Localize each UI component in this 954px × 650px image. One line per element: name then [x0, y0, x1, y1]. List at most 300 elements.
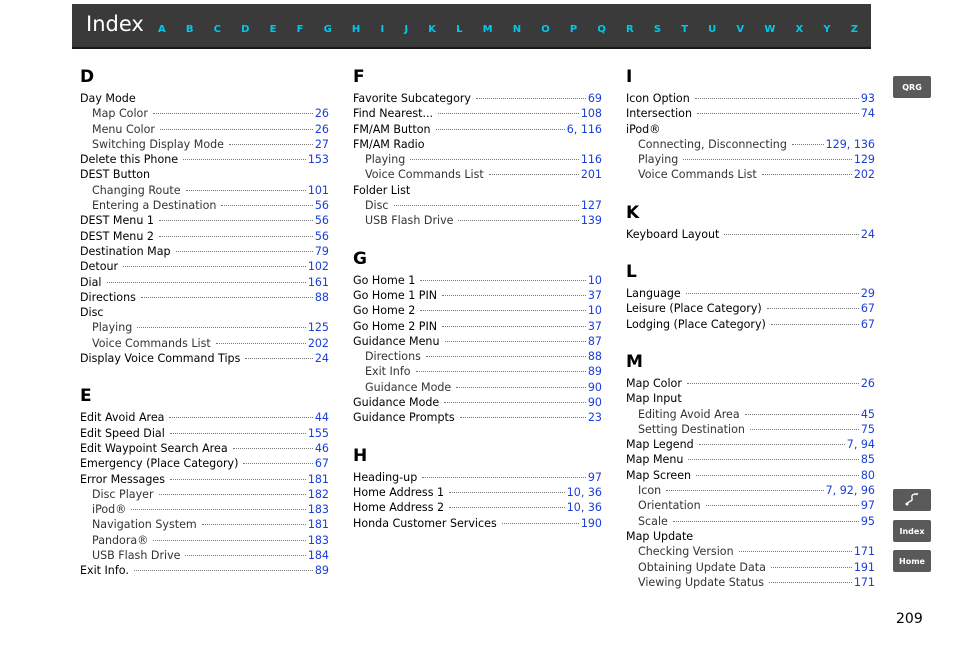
leader-dots: [724, 234, 858, 235]
entry-term: Lodging (Place Category): [626, 317, 766, 331]
page-link[interactable]: 183: [307, 533, 329, 547]
index-subentry: [80, 122, 329, 137]
letter-link-h[interactable]: H: [351, 24, 361, 35]
entry-term: FM/AM Radio: [353, 137, 425, 151]
page-link[interactable]: 95: [860, 514, 875, 528]
entry-term: Go Home 2: [353, 304, 416, 318]
index-entry: [626, 227, 875, 242]
page-link[interactable]: 10: [587, 273, 602, 287]
entry-term: Folder List: [353, 183, 411, 197]
index-subentry: [353, 167, 602, 182]
alphabet-nav: [158, 25, 858, 35]
entry-term: Guidance Mode: [365, 380, 452, 394]
letter-link-a[interactable]: A: [158, 24, 166, 35]
leader-dots: [202, 524, 306, 525]
index-entry: [80, 229, 329, 244]
page-link[interactable]: 90: [587, 396, 602, 410]
entry-term: Playing: [638, 153, 679, 167]
page-link[interactable]: 101: [307, 183, 329, 197]
leader-dots: [460, 417, 586, 418]
entry-term: Display Voice Command Tips: [80, 352, 241, 366]
entry-term: Disc Player: [92, 487, 154, 501]
entry-term: Icon: [638, 484, 662, 498]
entry-term: DEST Button: [80, 168, 151, 182]
index-subentry: [353, 198, 602, 213]
index-entry: [353, 91, 602, 106]
leader-dots: [426, 356, 586, 357]
index-entry: [353, 516, 602, 531]
page-link[interactable]: 171: [853, 545, 875, 559]
section-letter: L: [626, 262, 637, 283]
index-entry: [80, 426, 329, 441]
entry-term: DEST Menu 2: [80, 229, 154, 243]
entry-term: FM/AM Button: [353, 122, 431, 136]
entry-term: Guidance Mode: [353, 396, 440, 410]
entry-term: Go Home 1: [353, 273, 416, 287]
page-link[interactable]: 139: [580, 214, 602, 228]
entry-term: Checking Version: [638, 545, 734, 559]
index-entry: [80, 351, 329, 366]
letter-link-f[interactable]: F: [296, 24, 304, 35]
index-entry: [626, 437, 875, 452]
letter-link-s[interactable]: S: [653, 24, 662, 35]
index-subentry: [626, 167, 875, 182]
index-entry: [80, 290, 329, 305]
page-link[interactable]: 202: [307, 336, 329, 350]
section-gap: [80, 366, 329, 383]
index-subentry: [626, 137, 875, 152]
page-link[interactable]: 102: [307, 260, 329, 274]
entry-term: Exit Info.: [80, 564, 129, 578]
letter-link-l[interactable]: L: [456, 24, 463, 35]
leader-dots: [243, 463, 312, 464]
page-link[interactable]: 67: [860, 302, 875, 316]
page-link[interactable]: 29: [860, 287, 875, 301]
leader-dots: [131, 509, 306, 510]
leader-dots: [476, 98, 586, 99]
leader-dots: [420, 280, 586, 281]
entry-term: Scale: [638, 514, 668, 528]
index-entry: [80, 456, 329, 471]
index-subentry: [80, 336, 329, 351]
index-entry: [353, 273, 602, 288]
leader-dots: [792, 144, 824, 145]
index-subentry: [353, 380, 602, 395]
index-entry: [353, 410, 602, 425]
index-entry: [626, 317, 875, 332]
leader-dots: [436, 129, 565, 130]
index-entry: [80, 441, 329, 456]
leader-dots: [769, 582, 852, 583]
entry-term: Edit Speed Dial: [80, 426, 165, 440]
leader-dots: [169, 417, 312, 418]
page-link[interactable]: 37: [587, 319, 602, 333]
leader-dots: [153, 113, 313, 114]
entry-term: Error Messages: [80, 472, 165, 486]
leader-dots: [229, 144, 313, 145]
index-entry: [626, 286, 875, 301]
index-entry: [353, 485, 602, 500]
entry-term: Map Screen: [626, 468, 692, 482]
page-link[interactable]: 26: [860, 376, 875, 390]
letter-link-j[interactable]: J: [404, 24, 409, 35]
index-entry: [626, 301, 875, 316]
page-link[interactable]: 27: [314, 137, 329, 151]
index-subentry: [626, 152, 875, 167]
page-link[interactable]: 181: [307, 518, 329, 532]
index-entry: [353, 303, 602, 318]
page-link[interactable]: 88: [587, 350, 602, 364]
letter-link-d[interactable]: D: [241, 24, 250, 35]
letter-link-i[interactable]: I: [380, 24, 385, 35]
section-gap: [353, 426, 602, 443]
page-link[interactable]: 56: [314, 199, 329, 213]
page-link[interactable]: 190: [580, 516, 602, 530]
page-link[interactable]: 67: [860, 317, 875, 331]
page-link[interactable]: 44: [314, 411, 329, 425]
leader-dots: [745, 414, 859, 415]
page-link[interactable]: 171: [853, 575, 875, 589]
index-subentry: [80, 198, 329, 213]
page-link[interactable]: 24: [314, 352, 329, 366]
leader-dots: [750, 429, 859, 430]
index-subentry: [80, 548, 329, 563]
page-number: 209: [896, 611, 923, 627]
page-link[interactable]: 201: [580, 168, 602, 182]
page-link[interactable]: 37: [587, 288, 602, 302]
index-column-2: [353, 64, 602, 531]
leader-dots: [688, 459, 858, 460]
entry-term: Setting Destination: [638, 422, 745, 436]
leader-dots: [107, 282, 306, 283]
index-entry: [80, 410, 329, 425]
entry-term: Changing Route: [92, 183, 181, 197]
page-link[interactable]: 23: [587, 411, 602, 425]
page-link[interactable]: 67: [314, 457, 329, 471]
entry-term: Honda Customer Services: [353, 516, 497, 530]
index-entry: [353, 470, 602, 485]
letter-link-k[interactable]: K: [428, 24, 436, 35]
leader-dots: [699, 444, 845, 445]
letter-link-m[interactable]: M: [482, 24, 493, 35]
leader-dots: [673, 521, 859, 522]
index-subentry: [80, 487, 329, 502]
letter-link-o[interactable]: O: [541, 24, 550, 35]
entry-term: Map Color: [626, 376, 682, 390]
index-subentry: [353, 364, 602, 379]
index-subentry: [626, 407, 875, 422]
entry-term: Exit Info: [365, 365, 411, 379]
page-link[interactable]: 183: [307, 503, 329, 517]
index-subentry: [626, 422, 875, 437]
page-link[interactable]: 56: [314, 229, 329, 243]
entry-term: Voice Commands List: [638, 168, 757, 182]
entry-term: Guidance Menu: [353, 334, 440, 348]
index-entry: [80, 244, 329, 259]
leader-dots: [687, 383, 859, 384]
entry-term: Delete this Phone: [80, 153, 179, 167]
letter-link-q[interactable]: Q: [597, 24, 606, 35]
page-link[interactable]: 26: [314, 107, 329, 121]
leader-dots: [666, 490, 823, 491]
page-link[interactable]: 10: [587, 304, 602, 318]
entry-term: Emergency (Place Category): [80, 457, 239, 471]
leader-dots: [186, 190, 306, 191]
index-entry: [353, 183, 602, 198]
page-link[interactable]: 90: [587, 380, 602, 394]
letter-link-g[interactable]: G: [323, 24, 332, 35]
entry-term: Navigation System: [92, 518, 197, 532]
letter-link-b[interactable]: B: [185, 24, 194, 35]
leader-dots: [170, 479, 306, 480]
section-letter: M: [626, 351, 643, 372]
entry-term: Dial: [80, 275, 102, 289]
page-link[interactable]: 80: [860, 468, 875, 482]
page-link[interactable]: 69: [587, 92, 602, 105]
leader-dots: [739, 551, 852, 552]
index-entry: [353, 122, 602, 137]
entry-term: Day Mode: [80, 92, 136, 105]
letter-link-v[interactable]: V: [736, 24, 745, 35]
index-entry: [80, 305, 329, 320]
entry-term: Viewing Update Status: [638, 575, 765, 589]
nav-button[interactable]: [893, 489, 931, 511]
leader-dots: [233, 448, 313, 449]
page-link[interactable]: 10, 36: [566, 501, 602, 515]
leader-dots: [134, 570, 313, 571]
entry-term: iPod®: [92, 503, 127, 517]
leader-dots: [449, 492, 565, 493]
qrg-button[interactable]: QRG: [893, 76, 931, 98]
entry-term: Find Nearest...: [353, 107, 434, 121]
index-subentry: [80, 517, 329, 532]
index-entry: [626, 468, 875, 483]
entry-term: Heading-up: [353, 470, 418, 484]
leader-dots: [422, 477, 586, 478]
index-entry: [626, 106, 875, 121]
letter-link-t[interactable]: T: [681, 24, 689, 35]
leader-dots: [159, 220, 313, 221]
entry-term: Home Address 1: [353, 485, 445, 499]
entry-term: Disc: [365, 199, 389, 213]
page-link[interactable]: 79: [314, 244, 329, 258]
page-link[interactable]: 87: [587, 334, 602, 348]
page-link[interactable]: 161: [307, 275, 329, 289]
letter-link-w[interactable]: W: [764, 24, 776, 35]
leader-dots: [445, 341, 586, 342]
letter-link-z[interactable]: Z: [850, 24, 858, 35]
letter-link-c[interactable]: C: [213, 24, 221, 35]
page-link[interactable]: 7, 94: [846, 438, 875, 452]
leader-dots: [489, 174, 579, 175]
index-entry: [80, 563, 329, 578]
entry-term: Editing Avoid Area: [638, 407, 740, 421]
leader-dots: [697, 113, 859, 114]
leader-dots: [410, 159, 579, 160]
page-link[interactable]: 93: [860, 92, 875, 105]
leader-dots: [159, 494, 306, 495]
index-entry: [80, 91, 329, 106]
entry-term: Connecting, Disconnecting: [638, 137, 787, 151]
page-link[interactable]: 182: [307, 487, 329, 501]
page-link[interactable]: 74: [860, 107, 875, 121]
section-letter: F: [353, 67, 365, 87]
index-subentry: [626, 560, 875, 575]
leader-dots: [771, 567, 852, 568]
section-gap: [626, 332, 875, 349]
index-entry: [80, 275, 329, 290]
index-header: [72, 4, 871, 49]
entry-term: iPod®: [626, 122, 661, 136]
entry-term: Voice Commands List: [365, 168, 484, 182]
leader-dots: [183, 159, 306, 160]
section-letter: G: [353, 248, 367, 269]
leader-dots: [771, 324, 859, 325]
index-entry: [80, 472, 329, 487]
index-subentry: [353, 152, 602, 167]
entry-term: Favorite Subcategory: [353, 92, 472, 105]
leader-dots: [394, 205, 579, 206]
page-link[interactable]: 7, 92, 96: [825, 484, 875, 498]
leader-dots: [123, 266, 306, 267]
index-entry: [353, 500, 602, 515]
index-subentry: [80, 137, 329, 152]
index-entry: [626, 376, 875, 391]
entry-term: Switching Display Mode: [92, 137, 225, 151]
index-subentry: [80, 320, 329, 335]
letter-link-r[interactable]: R: [626, 24, 634, 35]
page-link[interactable]: 45: [860, 407, 875, 421]
leader-dots: [686, 293, 859, 294]
entry-term: Entering a Destination: [92, 199, 217, 213]
leader-dots: [141, 297, 313, 298]
page-link[interactable]: 181: [307, 472, 329, 486]
index-entry: [353, 137, 602, 152]
index-entry: [626, 529, 875, 544]
page-link[interactable]: 127: [580, 199, 602, 213]
page-link[interactable]: 6, 116: [566, 122, 602, 136]
entry-term: Destination Map: [80, 244, 171, 258]
page-link[interactable]: 191: [853, 560, 875, 574]
page-link[interactable]: 75: [860, 422, 875, 436]
leader-dots: [216, 343, 306, 344]
leader-dots: [696, 475, 859, 476]
section-letter: I: [626, 67, 633, 87]
page-link[interactable]: 10, 36: [566, 485, 602, 499]
entry-term: Go Home 2 PIN: [353, 319, 438, 333]
page-link[interactable]: 89: [314, 564, 329, 578]
letter-link-e[interactable]: E: [269, 24, 277, 35]
entry-term: Go Home 1 PIN: [353, 288, 438, 302]
leader-dots: [137, 327, 306, 328]
page-link[interactable]: 97: [860, 499, 875, 513]
entry-term: Edit Waypoint Search Area: [80, 441, 228, 455]
letter-link-p[interactable]: P: [569, 24, 578, 35]
leader-dots: [245, 358, 313, 359]
page-link[interactable]: 85: [860, 453, 875, 467]
letter-link-n[interactable]: N: [512, 24, 522, 35]
page-link[interactable]: 97: [587, 470, 602, 484]
index-entry: [353, 395, 602, 410]
page-link[interactable]: 56: [314, 214, 329, 228]
entry-term: Map Input: [626, 392, 682, 406]
section-letter: H: [353, 445, 368, 466]
page-link[interactable]: 89: [587, 365, 602, 379]
entry-term: Detour: [80, 260, 119, 274]
index-entry: [80, 152, 329, 167]
entry-term: Keyboard Layout: [626, 227, 720, 241]
entry-term: Obtaining Update Data: [638, 560, 766, 574]
index-subentry: [353, 213, 602, 228]
letter-link-u[interactable]: U: [708, 24, 717, 35]
index-entry: [353, 106, 602, 121]
leader-dots: [221, 205, 312, 206]
entry-term: Playing: [365, 153, 406, 167]
entry-term: Map Update: [626, 529, 694, 543]
leader-dots: [502, 523, 579, 524]
route-icon: [904, 492, 920, 508]
page-link[interactable]: 202: [853, 168, 875, 182]
page-link[interactable]: 153: [307, 153, 329, 167]
index-subentry: [353, 349, 602, 364]
page-link[interactable]: 108: [580, 107, 602, 121]
index-entry: [626, 452, 875, 467]
letter-link-y[interactable]: Y: [823, 24, 831, 35]
entry-term: Directions: [365, 350, 421, 364]
page-link[interactable]: 24: [860, 227, 875, 241]
page-link[interactable]: 129, 136: [825, 137, 875, 151]
leader-dots: [695, 98, 859, 99]
leader-dots: [185, 555, 305, 556]
entry-term: Disc: [80, 306, 104, 320]
index-button[interactable]: Index: [893, 520, 931, 542]
entry-term: Edit Avoid Area: [80, 411, 165, 425]
index-column-3: [626, 64, 875, 590]
leader-dots: [416, 371, 586, 372]
index-subentry: [626, 498, 875, 513]
index-entry: [80, 167, 329, 182]
letter-link-x[interactable]: X: [795, 24, 804, 35]
page-link[interactable]: 46: [314, 441, 329, 455]
leader-dots: [160, 129, 313, 130]
home-button[interactable]: Home: [893, 550, 931, 572]
page-link[interactable]: 26: [314, 122, 329, 136]
section-letter: K: [626, 202, 640, 223]
page-link[interactable]: 184: [307, 549, 329, 563]
page-link[interactable]: 125: [307, 321, 329, 335]
leader-dots: [442, 295, 586, 296]
leader-dots: [683, 159, 852, 160]
leader-dots: [153, 540, 306, 541]
entry-term: DEST Menu 1: [80, 214, 154, 228]
index-entry: [80, 259, 329, 274]
leader-dots: [762, 174, 852, 175]
page-link[interactable]: 155: [307, 426, 329, 440]
page-link[interactable]: 116: [580, 153, 602, 167]
index-subentry: [626, 483, 875, 498]
page-link[interactable]: 88: [314, 290, 329, 304]
entry-term: Home Address 2: [353, 501, 445, 515]
page-link[interactable]: 129: [853, 153, 875, 167]
entry-term: Directions: [80, 290, 136, 304]
index-entry: [353, 319, 602, 334]
leader-dots: [176, 251, 313, 252]
entry-term: USB Flash Drive: [365, 214, 454, 228]
entry-term: Map Menu: [626, 453, 684, 467]
entry-term: Intersection: [626, 107, 692, 121]
index-entry: [353, 288, 602, 303]
entry-term: Orientation: [638, 499, 701, 513]
